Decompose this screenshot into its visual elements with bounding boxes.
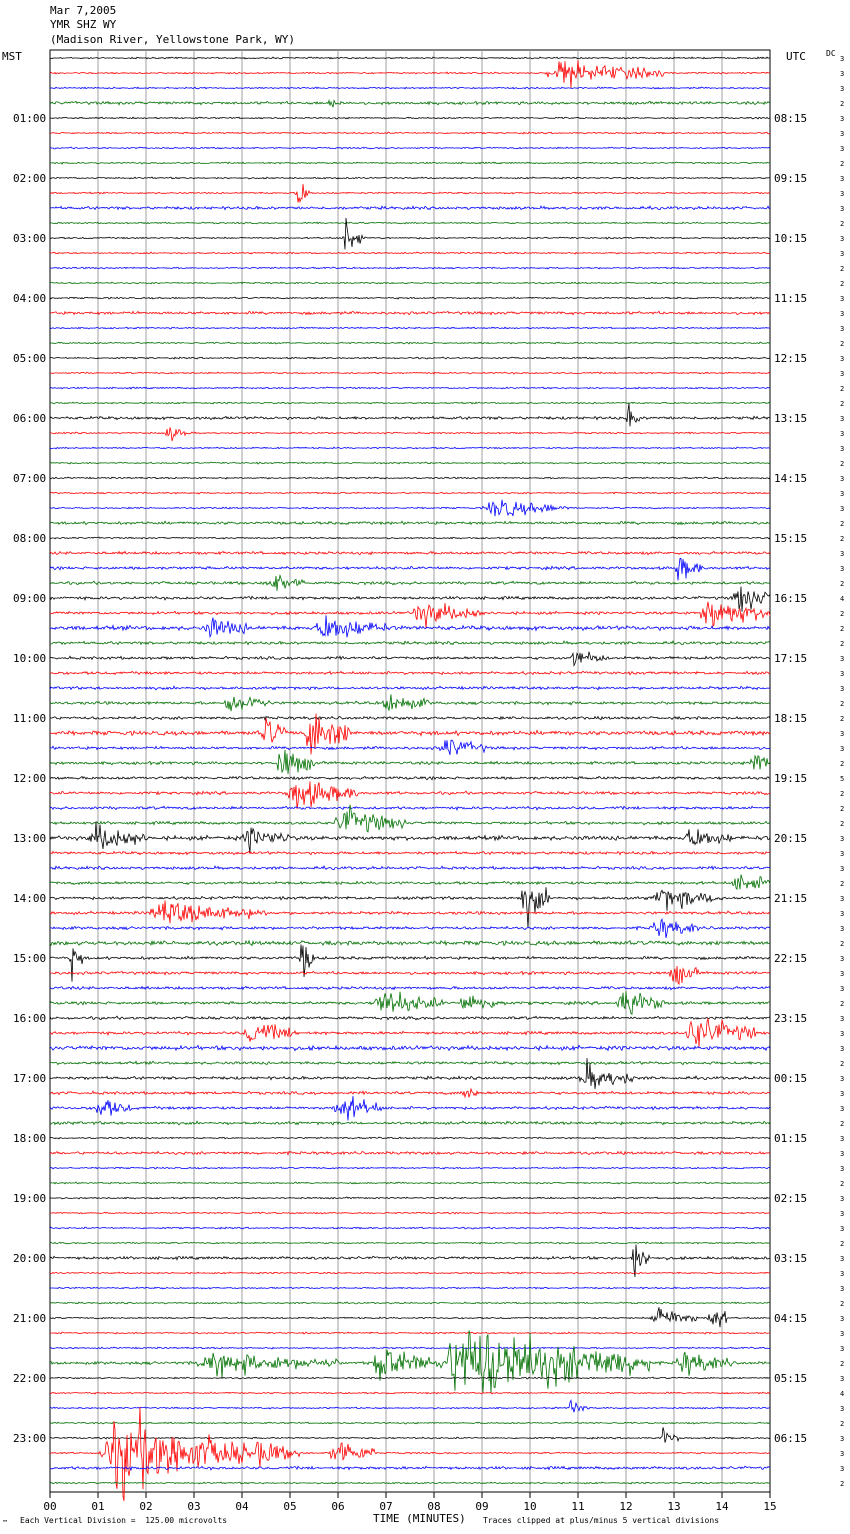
trace-line (50, 477, 770, 479)
x-tick-label: 15 (763, 1500, 777, 1513)
dc-offset-label: 5 (840, 775, 845, 783)
trace-line (50, 1121, 770, 1125)
dc-offset-label: 2 (840, 1060, 845, 1068)
dc-offset-label: 3 (840, 835, 845, 843)
dc-offset-label: 3 (840, 445, 845, 453)
trace-line (50, 1392, 770, 1394)
trace-line (50, 252, 770, 254)
dc-offset-label: 3 (840, 1105, 845, 1113)
right-hour-label: 21:15 (774, 892, 808, 905)
trace-line (50, 919, 770, 938)
dc-offset-label: 4 (840, 595, 845, 603)
trace-line (50, 342, 770, 344)
dc-offset-label: 3 (840, 250, 845, 258)
trace-line (50, 1061, 770, 1064)
scale-note: Each Vertical Division = 125.00 microvolts (20, 1516, 228, 1525)
dc-offset-label: 2 (840, 220, 845, 228)
trace-line (50, 602, 770, 628)
trace-line (50, 740, 770, 755)
trace-line (50, 875, 770, 890)
left-hour-label: 18:00 (13, 1132, 47, 1145)
trace-line (50, 57, 770, 59)
x-tick-label: 08 (427, 1500, 441, 1513)
left-hour-label: 06:00 (13, 412, 47, 425)
dc-offset-label: 3 (840, 1330, 845, 1338)
trace-line (50, 357, 770, 359)
trace-line (50, 387, 770, 389)
dc-offset-label: 3 (840, 550, 845, 558)
dc-offset-label: 4 (840, 1390, 845, 1398)
dc-offset-label: 3 (840, 1165, 845, 1173)
trace-line (50, 1302, 770, 1304)
x-tick-label: 07 (379, 1500, 393, 1513)
dc-offset-label: 2 (840, 1240, 845, 1248)
trace-line (50, 781, 770, 808)
right-hour-label: 04:15 (774, 1312, 808, 1325)
dc-offset-label: 3 (840, 850, 845, 858)
trace-line (50, 521, 770, 524)
trace-line (50, 492, 770, 494)
trace-line (50, 866, 770, 870)
trace-line (50, 311, 770, 314)
right-hour-label: 06:15 (774, 1432, 808, 1445)
trace-line (50, 694, 770, 711)
left-hour-label: 03:00 (13, 232, 47, 245)
dc-offset-label: 3 (840, 295, 845, 303)
dc-offset-label: 2 (840, 790, 845, 798)
trace-line (50, 427, 770, 441)
trace-line (50, 500, 770, 516)
dc-offset-label: 3 (840, 85, 845, 93)
dc-offset-label: 3 (840, 1225, 845, 1233)
dc-offset-label: 3 (840, 1435, 845, 1443)
right-hour-label: 17:15 (774, 652, 808, 665)
x-tick-label: 04 (235, 1500, 249, 1513)
dc-offset-label: 2 (840, 100, 845, 108)
trace-line (50, 1482, 770, 1484)
x-tick-label: 12 (619, 1500, 633, 1513)
dc-offset-label: 2 (840, 1480, 845, 1488)
dc-offset-label: 3 (840, 955, 845, 963)
trace-line (50, 806, 770, 810)
trace-line (50, 1347, 770, 1349)
dc-offset-label: 3 (840, 355, 845, 363)
dc-offset-label: 3 (840, 370, 845, 378)
trace-line (50, 177, 770, 179)
trace-line (50, 1407, 770, 1501)
trace-line (50, 60, 770, 87)
trace-line (50, 403, 770, 426)
right-hour-label: 01:15 (774, 1132, 808, 1145)
trace-line (50, 805, 770, 832)
x-axis-title: TIME (MINUTES) (373, 1512, 466, 1525)
trace-line (50, 777, 770, 780)
left-hour-label: 04:00 (13, 292, 47, 305)
trace-line (50, 132, 770, 134)
dc-offset-label: 3 (840, 1210, 845, 1218)
dc-offset-label: 3 (840, 115, 845, 123)
dc-offset-label: 3 (840, 670, 845, 678)
dc-offset-label: 2 (840, 880, 845, 888)
trace-line (50, 851, 770, 854)
dc-offset-label: 3 (840, 970, 845, 978)
x-tick-label: 00 (43, 1500, 57, 1513)
trace-line (50, 750, 770, 774)
dc-offset-label: 2 (840, 700, 845, 708)
right-hour-label: 12:15 (774, 352, 808, 365)
right-hour-label: 08:15 (774, 112, 808, 125)
left-hour-label: 22:00 (13, 1372, 47, 1385)
trace-line (50, 1422, 770, 1424)
left-hour-label: 17:00 (13, 1072, 47, 1085)
left-hour-label: 21:00 (13, 1312, 47, 1325)
dc-offset-label: 2 (840, 1360, 845, 1368)
trace-line (50, 147, 770, 149)
trace-line (50, 101, 770, 108)
trace-line (50, 576, 770, 591)
trace-line (50, 822, 770, 853)
dc-offset-label: 2 (840, 160, 845, 168)
trace-line (50, 87, 770, 89)
left-hour-label: 19:00 (13, 1192, 47, 1205)
dc-offset-label: 3 (840, 430, 845, 438)
trace-line (50, 184, 770, 202)
right-hour-label: 23:15 (774, 1012, 808, 1025)
left-hour-label: 10:00 (13, 652, 47, 665)
dc-offset-label: 2 (840, 1120, 845, 1128)
trace-line (50, 671, 770, 675)
trace-line (50, 1197, 770, 1199)
right-hour-label: 09:15 (774, 172, 808, 185)
trace-line (50, 282, 770, 284)
dc-offset-label: 3 (840, 145, 845, 153)
dc-offset-label: 2 (840, 1300, 845, 1308)
trace-line (50, 222, 770, 224)
dc-offset-label: 2 (840, 520, 845, 528)
right-hour-label: 13:15 (774, 412, 808, 425)
right-hour-label: 05:15 (774, 1372, 808, 1385)
right-hour-label: 16:15 (774, 592, 808, 605)
trace-line (50, 267, 770, 269)
plot-date: Mar 7,2005 (50, 4, 117, 17)
dc-offset-label: 3 (840, 310, 845, 318)
dc-offset-label: 3 (840, 1030, 845, 1038)
x-tick-label: 13 (667, 1500, 681, 1513)
trace-line (50, 1307, 770, 1327)
right-hour-label: 11:15 (774, 292, 808, 305)
dc-offset-label: 3 (840, 925, 845, 933)
dc-offset-label: 3 (840, 1450, 845, 1458)
dc-offset-label: 3 (840, 1075, 845, 1083)
left-hour-label: 13:00 (13, 832, 47, 845)
dc-offset-label: 2 (840, 640, 845, 648)
left-hour-label: 02:00 (13, 172, 47, 185)
trace-line (50, 1332, 770, 1334)
dc-offset-label: 3 (840, 505, 845, 513)
dc-offset-label: 3 (840, 205, 845, 213)
dc-offset-label: 3 (840, 175, 845, 183)
dc-column-label: DC (826, 49, 836, 58)
right-hour-label: 18:15 (774, 712, 808, 725)
trace-line (50, 716, 770, 719)
trace-line (50, 945, 770, 982)
dc-offset-label: 3 (840, 1465, 845, 1473)
x-tick-label: 14 (715, 1500, 729, 1513)
trace-line (50, 1167, 770, 1169)
right-hour-label: 19:15 (774, 772, 808, 785)
dc-offset-label: 3 (840, 1090, 845, 1098)
dc-offset-label: 2 (840, 715, 845, 723)
right-hour-label: 22:15 (774, 952, 808, 965)
dc-offset-label: 2 (840, 1000, 845, 1008)
dc-offset-label: 2 (840, 610, 845, 618)
dc-offset-label: 3 (840, 190, 845, 198)
trace-line (50, 1151, 770, 1154)
dc-offset-label: 2 (840, 805, 845, 813)
left-hour-label: 07:00 (13, 472, 47, 485)
right-hour-label: 03:15 (774, 1252, 808, 1265)
dc-offset-label: 2 (840, 1420, 845, 1428)
trace-line (50, 1287, 770, 1289)
dc-offset-label: 3 (840, 985, 845, 993)
left-hour-label: 08:00 (13, 532, 47, 545)
dc-offset-label: 2 (840, 340, 845, 348)
dc-offset-label: 3 (840, 1150, 845, 1158)
trace-line (50, 1182, 770, 1184)
trace-line (50, 966, 770, 984)
left-hour-label: 09:00 (13, 592, 47, 605)
dc-offset-label: 3 (840, 235, 845, 243)
dc-offset-label: 2 (840, 460, 845, 468)
left-hour-label: 20:00 (13, 1252, 47, 1265)
left-hour-label: 05:00 (13, 352, 47, 365)
trace-line (50, 941, 770, 946)
dc-offset-label: 3 (840, 1045, 845, 1053)
trace-line (50, 551, 770, 554)
trace-line (50, 1212, 770, 1214)
left-hour-label: 01:00 (13, 112, 47, 125)
trace-line (50, 641, 770, 645)
right-hour-label: 15:15 (774, 532, 808, 545)
left-hour-label: 12:00 (13, 772, 47, 785)
dc-offset-label: 2 (840, 265, 845, 273)
trace-line (50, 1045, 770, 1050)
dc-offset-label: 2 (840, 940, 845, 948)
x-tick-label: 02 (139, 1500, 153, 1513)
x-tick-label: 01 (91, 1500, 105, 1513)
trace-line (50, 447, 770, 449)
dc-offset-label: 3 (840, 1255, 845, 1263)
x-tick-label: 05 (283, 1500, 297, 1513)
trace-line (50, 1089, 770, 1097)
dc-offset-label: 2 (840, 625, 845, 633)
dc-offset-label: 3 (840, 490, 845, 498)
dc-offset-label: 2 (840, 580, 845, 588)
dc-offset-label: 3 (840, 130, 845, 138)
right-hour-label: 10:15 (774, 232, 808, 245)
right-hour-label: 20:15 (774, 832, 808, 845)
dc-offset-label: 2 (840, 535, 845, 543)
station-location: (Madison River, Yellowstone Park, WY) (50, 33, 296, 46)
dc-offset-label: 3 (840, 55, 845, 63)
dc-offset-label: 3 (840, 70, 845, 78)
trace-line (50, 986, 770, 989)
right-hour-label: 14:15 (774, 472, 808, 485)
trace-line (50, 1245, 770, 1277)
dc-offset-label: 3 (840, 910, 845, 918)
trace-line (50, 615, 770, 637)
station-code: YMR SHZ WY (50, 18, 117, 31)
trace-line (50, 162, 770, 164)
clip-note: Traces clipped at plus/minus 5 vertical divisions (483, 1516, 720, 1525)
right-hour-label: 02:15 (774, 1192, 808, 1205)
trace-line (50, 1400, 770, 1412)
trace-line (50, 1427, 770, 1442)
dc-offset-label: 3 (840, 1345, 845, 1353)
dc-offset-label: 2 (840, 760, 845, 768)
trace-line (50, 327, 770, 329)
trace-line (50, 117, 770, 119)
trace-line (50, 402, 770, 404)
trace-line (50, 1242, 770, 1244)
x-tick-label: 03 (187, 1500, 201, 1513)
dc-offset-label: 3 (840, 325, 845, 333)
trace-line (50, 652, 770, 666)
trace-line (50, 206, 770, 210)
x-tick-label: 06 (331, 1500, 345, 1513)
dc-offset-label: 2 (840, 1180, 845, 1188)
trace-line (50, 1096, 770, 1120)
trace-line (50, 1330, 770, 1393)
trace-line (50, 1058, 770, 1089)
left-hour-label: 23:00 (13, 1432, 47, 1445)
dc-offset-label: 3 (840, 1135, 845, 1143)
trace-line (50, 686, 770, 690)
x-tick-label: 10 (523, 1500, 537, 1513)
dc-offset-label: 2 (840, 280, 845, 288)
trace-line (50, 462, 770, 464)
dc-offset-label: 3 (840, 1285, 845, 1293)
dc-offset-label: 3 (840, 1315, 845, 1323)
dc-offset-label: 3 (840, 745, 845, 753)
left-hour-label: 16:00 (13, 1012, 47, 1025)
dc-offset-label: 2 (840, 400, 845, 408)
dc-offset-label: 3 (840, 685, 845, 693)
dc-offset-label: 3 (840, 475, 845, 483)
dc-offset-label: 2 (840, 385, 845, 393)
left-hour-label: 11:00 (13, 712, 47, 725)
corner-mark: ™ (3, 1519, 8, 1527)
trace-line (50, 297, 770, 299)
left-hour-label: 14:00 (13, 892, 47, 905)
dc-offset-label: 3 (840, 1195, 845, 1203)
left-timezone-label: MST (2, 50, 22, 63)
trace-line (50, 537, 770, 539)
trace-line (50, 372, 770, 374)
trace-line (50, 587, 770, 612)
dc-offset-label: 3 (840, 1270, 845, 1278)
dc-offset-label: 3 (840, 1375, 845, 1383)
right-hour-label: 00:15 (774, 1072, 808, 1085)
dc-offset-label: 2 (840, 820, 845, 828)
right-timezone-label: UTC (786, 50, 806, 63)
trace-line (50, 1272, 770, 1274)
dc-offset-label: 3 (840, 730, 845, 738)
dc-offset-label: 3 (840, 895, 845, 903)
trace-line (50, 1137, 770, 1139)
dc-offset-label: 3 (840, 865, 845, 873)
left-hour-label: 15:00 (13, 952, 47, 965)
trace-line (50, 558, 770, 580)
trace-line (50, 1227, 770, 1229)
trace-line (50, 1016, 770, 1020)
trace-line (50, 991, 770, 1014)
dc-offset-label: 3 (840, 655, 845, 663)
plot-frame (50, 50, 770, 1492)
dc-offset-label: 3 (840, 565, 845, 573)
trace-line (50, 1018, 770, 1047)
x-tick-label: 09 (475, 1500, 489, 1513)
trace-line (50, 1377, 770, 1379)
x-tick-label: 11 (571, 1500, 585, 1513)
dc-offset-label: 3 (840, 1405, 845, 1413)
dc-offset-label: 3 (840, 1015, 845, 1023)
dc-offset-label: 3 (840, 415, 845, 423)
trace-line (50, 1466, 770, 1470)
